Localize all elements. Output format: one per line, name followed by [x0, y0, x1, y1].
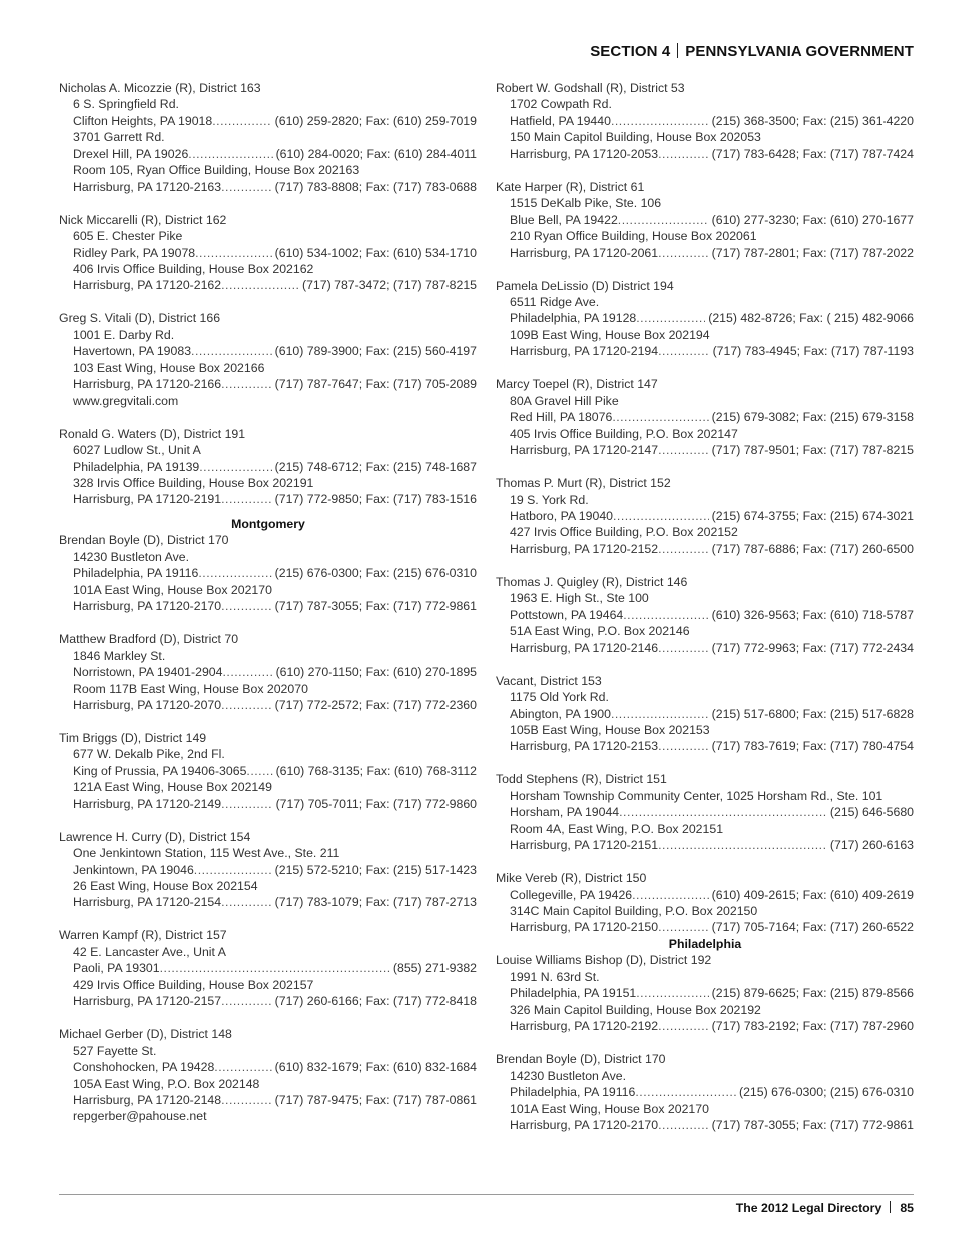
- address-phone-line: [496, 442, 914, 458]
- address-line: 527 Fayette St.: [73, 1043, 157, 1058]
- dot-leader: [658, 640, 709, 656]
- legislator-name: Marcy Toepel (R), District 147: [496, 377, 658, 392]
- phone-fax-text: (215) 676-0300; (215) 676-0310: [738, 1085, 914, 1100]
- address-line: 14230 Bustleton Ave.: [510, 1068, 627, 1083]
- address-text: Paoli, PA 19301: [73, 961, 160, 976]
- legislator-name: Ronald G. Waters (D), District 191: [59, 426, 246, 441]
- legislator-name: Greg S. Vitali (D), District 166: [59, 311, 221, 326]
- address-line: 6027 Ludlow St., Unit A: [73, 443, 201, 458]
- phone-fax-text: (215) 879-6625; Fax: (215) 879-8566: [711, 986, 914, 1001]
- dot-leader: [611, 706, 709, 722]
- legislator-name: Tim Briggs (D), District 149: [59, 730, 207, 745]
- phone-fax-text: (717) 783-8808; Fax: (717) 783-0688: [274, 179, 477, 194]
- legislator-name: Brendan Boyle (D), District 170: [496, 1052, 666, 1067]
- address-line: 1515 DeKalb Pike, Ste. 106: [510, 196, 662, 211]
- address-phone-line: [59, 598, 477, 614]
- address-text: Harrisburg, PA 17120-2147: [510, 443, 659, 458]
- phone-fax-text: (717) 787-3472; (717) 787-8215: [301, 278, 477, 293]
- legislator-name: Warren Kampf (R), District 157: [59, 928, 227, 943]
- address-phone-line: [496, 804, 914, 820]
- page-footer: [736, 1201, 914, 1215]
- legislator-name: Lawrence H. Curry (D), District 154: [59, 829, 251, 844]
- address-text: Harrisburg, PA 17120-2191: [73, 492, 222, 507]
- address-text: Harrisburg, PA 17120-2061: [510, 245, 659, 260]
- page-number: 85: [900, 1201, 914, 1215]
- address-line: Room 105, Ryan Office Building, House Box 202163: [73, 163, 360, 178]
- address-phone-line: [496, 245, 914, 261]
- dot-leader: [632, 887, 709, 903]
- address-text: Ridley Park, PA 19078: [73, 245, 196, 260]
- legislator-name: Nick Miccarelli (R), District 162: [59, 212, 227, 227]
- phone-fax-text: (717) 787-3055; Fax: (717) 772-9861: [274, 599, 477, 614]
- dot-leader: [612, 409, 708, 425]
- legislator-name: Pamela DeLissio (D) District 194: [496, 278, 674, 293]
- address-line: 1702 Cowpath Rd.: [510, 97, 612, 112]
- dot-leader: [623, 607, 708, 623]
- dot-leader: [658, 1117, 709, 1133]
- address-phone-line: [496, 146, 914, 162]
- address-line: 80A Gravel Hill Pike: [510, 393, 619, 408]
- legislator-name: Nicholas A. Micozzie (R), District 163: [59, 81, 261, 95]
- address-text: Harrisburg, PA 17120-2163: [73, 179, 222, 194]
- phone-fax-text: (215) 368-3500; Fax: (215) 361-4220: [711, 113, 914, 128]
- legislator-name: Vacant, District 153: [496, 673, 602, 688]
- address-phone-line: [59, 993, 477, 1009]
- dot-leader: [619, 804, 827, 820]
- address-line: 42 E. Lancaster Ave., Unit A: [73, 944, 226, 959]
- address-line: 6 S. Springfield Rd.: [73, 97, 179, 112]
- address-text: Harrisburg, PA 17120-2194: [510, 344, 659, 359]
- phone-fax-text: (215) 517-6800; Fax: (215) 517-6828: [711, 706, 914, 721]
- directory-entry: [496, 376, 914, 458]
- address-line: 105B East Wing, House Box 202153: [510, 722, 710, 737]
- directory-entry: [496, 870, 914, 936]
- directory-entry: [496, 952, 914, 1034]
- dot-leader: [658, 541, 709, 557]
- phone-fax-text: (717) 787-7647; Fax: (717) 705-2089: [274, 377, 477, 392]
- dot-leader: [222, 664, 272, 680]
- address-text: Havertown, PA 19083: [73, 344, 192, 359]
- legislator-name: Thomas J. Quigley (R), District 146: [496, 574, 688, 589]
- address-phone-line: [496, 541, 914, 557]
- address-phone-line: [496, 343, 914, 359]
- address-text: Philadelphia, PA 19139: [73, 459, 200, 474]
- address-line: 101A East Wing, House Box 202170: [510, 1101, 709, 1116]
- directory-entry: [496, 80, 914, 162]
- dot-leader: [221, 993, 272, 1009]
- address-line: 19 S. York Rd.: [510, 492, 589, 507]
- address-line: 3701 Garrett Rd.: [73, 130, 165, 145]
- phone-fax-text: (717) 783-6428; Fax: (717) 787-7424: [711, 146, 914, 161]
- address-phone-line: [496, 113, 914, 129]
- address-line: 328 Irvis Office Building, House Box 202191: [73, 476, 314, 491]
- address-text: Harrisburg, PA 17120-2157: [73, 994, 222, 1009]
- address-phone-line: [59, 113, 477, 129]
- address-phone-line: [59, 565, 477, 581]
- address-text: Hatboro, PA 19040: [510, 508, 614, 523]
- directory-entry: [59, 80, 477, 195]
- address-line: 326 Main Capitol Building, House Box 202192: [510, 1002, 761, 1017]
- address-line: One Jenkintown Station, 115 West Ave., Ste. 211: [73, 846, 340, 861]
- directory-entry: [59, 212, 477, 294]
- directory-entry: [496, 574, 914, 656]
- dot-leader: [658, 245, 709, 261]
- dot-leader: [636, 310, 705, 326]
- address-line: Room 117B East Wing, House Box 202070: [73, 681, 308, 696]
- phone-fax-text: (215) 572-5210; Fax: (215) 517-1423: [274, 862, 477, 877]
- phone-fax-text: (717) 260-6163: [829, 838, 914, 853]
- address-phone-line: [496, 985, 914, 1001]
- address-text: King of Prussia, PA 19406-3065: [73, 763, 247, 778]
- dot-leader: [611, 113, 709, 129]
- page-header: [590, 43, 914, 60]
- directory-entry: [496, 475, 914, 557]
- address-text: Jenkintown, PA 19046: [73, 862, 194, 877]
- phone-fax-text: (610) 409-2615; Fax: (610) 409-2619: [711, 887, 914, 902]
- dot-leader: [191, 343, 272, 359]
- phone-fax-text: (215) 676-0300; Fax: (215) 676-0310: [274, 566, 477, 581]
- address-line: 101A East Wing, House Box 202170: [73, 582, 272, 597]
- dot-leader: [658, 919, 709, 935]
- address-text: Harrisburg, PA 17120-2170: [73, 599, 222, 614]
- address-phone-line: [59, 763, 477, 779]
- dot-leader: [221, 796, 272, 812]
- dot-leader: [212, 113, 271, 129]
- address-line: 1846 Markley St.: [73, 648, 166, 663]
- phone-fax-text: (215) 674-3755; Fax: (215) 674-3021: [711, 508, 914, 523]
- directory-entry: [496, 278, 914, 360]
- footer-divider: [890, 1201, 891, 1213]
- directory-entry: [59, 631, 477, 713]
- address-text: Philadelphia, PA 19151: [510, 986, 637, 1001]
- address-phone-line: [59, 179, 477, 195]
- address-text: Philadelphia, PA 19116: [73, 566, 199, 581]
- address-line: 1175 Old York Rd.: [510, 690, 609, 705]
- address-text: Harrisburg, PA 17120-2162: [73, 278, 222, 293]
- address-phone-line: [59, 697, 477, 713]
- legislator-name: Matthew Bradford (D), District 70: [59, 632, 239, 647]
- address-line: 210 Ryan Office Building, House Box 202061: [510, 229, 757, 244]
- directory-entry: [59, 310, 477, 409]
- phone-fax-text: (610) 277-3230; Fax: (610) 270-1677: [711, 212, 914, 227]
- address-phone-line: [59, 277, 477, 293]
- address-phone-line: [59, 960, 477, 976]
- address-text: Harrisburg, PA 17120-2170: [510, 1117, 659, 1132]
- directory-entry: [496, 771, 914, 853]
- dot-leader: [658, 442, 709, 458]
- legislator-name: Michael Gerber (D), District 148: [59, 1027, 232, 1042]
- address-line: 6511 Ridge Ave.: [510, 294, 600, 309]
- dot-leader: [658, 837, 827, 853]
- address-phone-line: [59, 664, 477, 680]
- legislator-name: Mike Vereb (R), District 150: [496, 871, 647, 886]
- address-phone-line: [59, 862, 477, 878]
- address-phone-line: [59, 1059, 477, 1075]
- address-phone-line: [59, 894, 477, 910]
- directory-entry: [59, 927, 477, 1009]
- dot-leader: [221, 376, 272, 392]
- legislator-name: Brendan Boyle (D), District 170: [59, 533, 229, 548]
- address-text: Philadelphia, PA 19116: [510, 1085, 636, 1100]
- dot-leader: [613, 508, 709, 524]
- address-phone-line: [59, 491, 477, 507]
- address-line: 14230 Bustleton Ave.: [73, 549, 190, 564]
- dot-leader: [195, 245, 272, 261]
- phone-fax-text: (717) 705-7164; Fax: (717) 260-6522: [711, 920, 914, 935]
- address-line: 314C Main Capitol Building, P.O. Box 202150: [510, 904, 758, 919]
- address-text: Harrisburg, PA 17120-2192: [510, 1019, 659, 1034]
- section-title: PENNSYLVANIA GOVERNMENT: [685, 43, 914, 60]
- address-text: Harrisburg, PA 17120-2152: [510, 541, 659, 556]
- dot-leader: [221, 277, 299, 293]
- address-line: 427 Irvis Office Building, P.O. Box 202152: [510, 525, 738, 540]
- address-phone-line: [59, 796, 477, 812]
- address-phone-line: [496, 212, 914, 228]
- address-line: 121A East Wing, House Box 202149: [73, 780, 272, 795]
- address-phone-line: [496, 508, 914, 524]
- phone-fax-text: (610) 534-1002; Fax: (610) 534-1710: [274, 245, 477, 260]
- directory-entry: [59, 730, 477, 812]
- phone-fax-text: (610) 259-2820; Fax: (610) 259-7019: [274, 113, 477, 128]
- address-line: Room 4A, East Wing, P.O. Box 202151: [510, 821, 724, 836]
- address-line: Horsham Township Community Center, 1025 Horsham Rd., Ste. 101: [510, 788, 883, 803]
- address-line: 51A East Wing, P.O. Box 202146: [510, 624, 690, 639]
- phone-fax-text: (610) 768-3135; Fax: (610) 768-3112: [275, 763, 477, 778]
- phone-fax-text: (717) 783-7619; Fax: (717) 780-4754: [711, 739, 914, 754]
- phone-fax-text: (215) 646-5680: [829, 805, 914, 820]
- address-phone-line: [496, 919, 914, 935]
- legislator-name: Robert W. Godshall (R), District 53: [496, 81, 685, 95]
- address-text: Harrisburg, PA 17120-2053: [510, 146, 659, 161]
- address-phone-line: [496, 837, 914, 853]
- address-phone-line: [496, 706, 914, 722]
- address-text: Harrisburg, PA 17120-2148: [73, 1093, 222, 1108]
- address-text: Harrisburg, PA 17120-2154: [73, 895, 222, 910]
- address-text: Conshohocken, PA 19428: [73, 1060, 215, 1075]
- address-text: Blue Bell, PA 19422: [510, 212, 618, 227]
- address-phone-line: [59, 459, 477, 475]
- dot-leader: [658, 738, 709, 754]
- phone-fax-text: (717) 772-9963; Fax: (717) 772-2434: [711, 640, 914, 655]
- directory-entry: [59, 1026, 477, 1125]
- left-column: [59, 80, 477, 1141]
- dot-leader: [221, 1092, 272, 1108]
- legislator-name: Thomas P. Murt (R), District 152: [496, 476, 671, 491]
- directory-entry: [496, 179, 914, 261]
- phone-fax-text: (610) 789-3900; Fax: (215) 560-4197: [274, 344, 477, 359]
- legislator-name: Kate Harper (R), District 61: [496, 179, 645, 194]
- dot-leader: [658, 1018, 709, 1034]
- address-line: 406 Irvis Office Building, House Box 202162: [73, 262, 314, 277]
- address-text: Harrisburg, PA 17120-2166: [73, 377, 222, 392]
- address-line: 150 Main Capitol Building, House Box 202053: [510, 130, 761, 145]
- legislator-name: Louise Williams Bishop (D), District 192: [496, 953, 712, 968]
- address-phone-line: [59, 343, 477, 359]
- address-text: Harrisburg, PA 17120-2153: [510, 739, 659, 754]
- address-text: Horsham, PA 19044: [510, 805, 620, 820]
- phone-fax-text: (717) 705-7011; Fax: (717) 772-9860: [275, 796, 477, 811]
- address-line: 26 East Wing, House Box 202154: [73, 879, 258, 894]
- legislator-name: Todd Stephens (R), District 151: [496, 772, 667, 787]
- directory-entry: [496, 1051, 914, 1133]
- address-text: Pottstown, PA 19464: [510, 607, 624, 622]
- phone-fax-text: (717) 772-9850; Fax: (717) 783-1516: [274, 492, 477, 507]
- address-text: Philadelphia, PA 19128: [510, 311, 637, 326]
- address-line: 605 E. Chester Pike: [73, 229, 183, 244]
- phone-fax-text: (717) 772-2572; Fax: (717) 772-2360: [274, 697, 477, 712]
- phone-fax-text: (215) 482-8726; Fax: ( 215) 482-9066: [708, 311, 914, 326]
- dot-leader: [658, 343, 709, 359]
- address-text: Harrisburg, PA 17120-2146: [510, 640, 659, 655]
- county-heading: Philadelphia: [668, 936, 742, 951]
- address-line: 103 East Wing, House Box 202166: [73, 360, 265, 375]
- dot-leader: [199, 459, 271, 475]
- address-phone-line: [59, 376, 477, 392]
- phone-fax-text: (717) 787-6886; Fax: (717) 260-6500: [711, 541, 914, 556]
- directory-entry: [59, 426, 477, 508]
- address-text: Drexel Hill, PA 19026: [73, 146, 189, 161]
- address-line: repgerber@pahouse.net: [73, 1109, 207, 1124]
- phone-fax-text: (717) 783-4945; Fax: (717) 787-1193: [712, 344, 914, 359]
- dot-leader: [188, 146, 272, 162]
- phone-fax-text: (717) 783-2192; Fax: (717) 787-2960: [711, 1019, 914, 1034]
- address-phone-line: [59, 1092, 477, 1108]
- address-line: 1963 E. High St., Ste 100: [510, 591, 649, 606]
- address-text: Hatfield, PA 19440: [510, 113, 611, 128]
- address-phone-line: [496, 738, 914, 754]
- address-text: Harrisburg, PA 17120-2150: [510, 920, 659, 935]
- address-line: 1991 N. 63rd St.: [510, 969, 600, 984]
- phone-fax-text: (610) 270-1150; Fax: (610) 270-1895: [275, 665, 477, 680]
- address-text: Abington, PA 1900: [510, 706, 611, 721]
- address-phone-line: [496, 640, 914, 656]
- dot-leader: [221, 179, 272, 195]
- dot-leader: [635, 1084, 736, 1100]
- address-line: www.gregvitali.com: [73, 393, 179, 408]
- address-phone-line: [496, 1084, 914, 1100]
- address-text: Harrisburg, PA 17120-2070: [73, 697, 222, 712]
- address-text: Harrisburg, PA 17120-2151: [510, 838, 659, 853]
- address-line: 429 Irvis Office Building, House Box 202157: [73, 977, 314, 992]
- phone-fax-text: (717) 787-3055; Fax: (717) 772-9861: [711, 1117, 914, 1132]
- phone-fax-text: (717) 260-6166; Fax: (717) 772-8418: [274, 994, 477, 1009]
- address-phone-line: [496, 1018, 914, 1034]
- dot-leader: [246, 763, 272, 779]
- address-line: 109B East Wing, House Box 202194: [510, 327, 710, 342]
- address-phone-line: [59, 146, 477, 162]
- dot-leader: [221, 697, 272, 713]
- dot-leader: [658, 146, 709, 162]
- address-line: 1001 E. Darby Rd.: [73, 327, 175, 342]
- dot-leader: [636, 985, 708, 1001]
- address-phone-line: [496, 310, 914, 326]
- directory-entry: [59, 532, 477, 614]
- address-phone-line: [496, 1117, 914, 1133]
- address-text: Collegeville, PA 19426: [510, 887, 633, 902]
- directory-entry: [496, 673, 914, 755]
- address-phone-line: [496, 409, 914, 425]
- dot-leader: [194, 862, 272, 878]
- publication-name: The 2012 Legal Directory: [735, 1201, 882, 1215]
- address-text: Red Hill, PA 18076: [510, 410, 613, 425]
- right-column: [496, 80, 914, 1150]
- phone-fax-text: (610) 832-1679; Fax: (610) 832-1684: [274, 1060, 477, 1075]
- address-line: 405 Irvis Office Building, P.O. Box 202147: [510, 426, 738, 441]
- dot-leader: [221, 894, 272, 910]
- dot-leader: [160, 960, 390, 976]
- address-text: Norristown, PA 19401-2904: [73, 665, 223, 680]
- phone-fax-text: (610) 326-9563; Fax: (610) 718-5787: [711, 607, 914, 622]
- phone-fax-text: (855) 271-9382: [392, 961, 477, 976]
- dot-leader: [618, 212, 709, 228]
- dot-leader: [198, 565, 271, 581]
- footer-rule: [59, 1194, 914, 1195]
- phone-fax-text: (215) 679-3082; Fax: (215) 679-3158: [711, 410, 914, 425]
- address-text: Harrisburg, PA 17120-2149: [73, 796, 222, 811]
- dot-leader: [214, 1059, 271, 1075]
- directory-entry: [59, 829, 477, 911]
- address-phone-line: [496, 887, 914, 903]
- county-heading: Montgomery: [231, 516, 305, 531]
- address-text: Clifton Heights, PA 19018: [73, 113, 213, 128]
- header-divider: [677, 43, 678, 58]
- dot-leader: [221, 598, 272, 614]
- phone-fax-text: (717) 787-9501; Fax: (717) 787-8215: [711, 443, 914, 458]
- phone-fax-text: (717) 787-9475; Fax: (717) 787-0861: [274, 1093, 477, 1108]
- address-phone-line: [496, 607, 914, 623]
- address-line: 677 W. Dekalb Pike, 2nd Fl.: [73, 747, 225, 762]
- phone-fax-text: (610) 284-0020; Fax: (610) 284-4011: [275, 146, 477, 161]
- phone-fax-text: (717) 783-1079; Fax: (717) 787-2713: [274, 895, 477, 910]
- phone-fax-text: (215) 748-6712; Fax: (215) 748-1687: [274, 459, 477, 474]
- address-line: 105A East Wing, P.O. Box 202148: [73, 1076, 260, 1091]
- phone-fax-text: (717) 787-2801; Fax: (717) 787-2022: [711, 245, 914, 260]
- address-phone-line: [59, 245, 477, 261]
- section-label: SECTION 4: [590, 43, 671, 60]
- dot-leader: [221, 491, 272, 507]
